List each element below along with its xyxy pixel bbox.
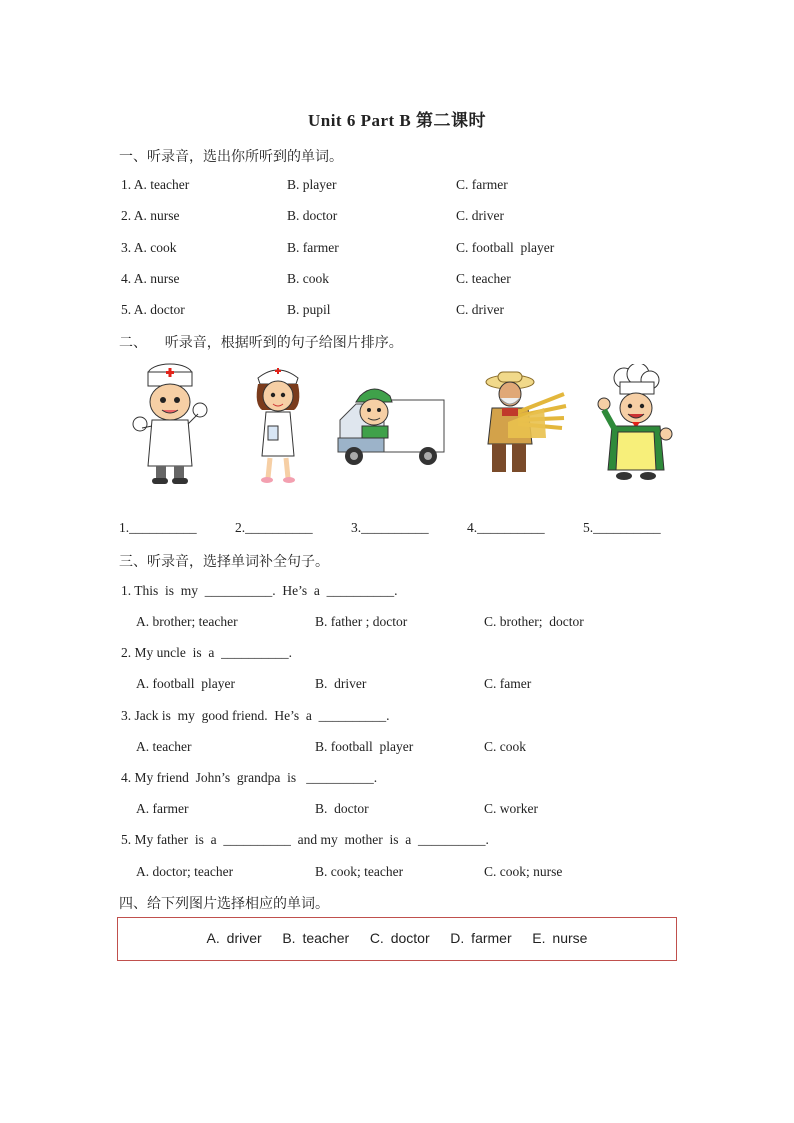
word-bank-box	[117, 917, 677, 961]
option-a: A. teacher	[136, 739, 192, 754]
word-bank: A. driver B. teacher C. doctor D. farmer E. nurse	[206, 930, 588, 946]
option-c: C. worker	[484, 801, 538, 816]
blank-1[interactable]: 1.__________	[119, 520, 197, 535]
option-a: A. football player	[136, 676, 235, 691]
s3-question	[121, 583, 681, 601]
option-c: C. farmer	[456, 177, 508, 192]
section4-heading: 四、给下列图片选择相应的单词。	[119, 896, 329, 912]
section3-heading: 三、听录音，选择单词补全句子。	[119, 554, 329, 570]
option-a: A. doctor; teacher	[136, 864, 234, 879]
blank-3[interactable]: 3.__________	[351, 520, 429, 535]
option-c: C. cook; nurse	[484, 864, 563, 879]
cook-picture	[594, 364, 674, 484]
picture-order-blanks	[0, 520, 794, 538]
option-a: 3. A. cook	[121, 240, 177, 255]
option-c: C. football player	[456, 240, 555, 255]
blank-5[interactable]: 5.__________	[583, 520, 661, 535]
section2-heading: 二、 听录音，根据听到的句子给图片排序。	[119, 335, 403, 351]
s3-question	[121, 645, 681, 663]
option-c: C. cook	[484, 739, 526, 754]
option-b: B. driver	[315, 676, 367, 691]
option-b: B. doctor	[315, 801, 369, 816]
option-b: B. doctor	[287, 208, 338, 223]
blank-2[interactable]: 2.__________	[235, 520, 313, 535]
nurse-picture	[248, 364, 308, 486]
option-b: B. football player	[315, 739, 414, 754]
option-b: B. cook	[287, 271, 329, 286]
option-a: A. farmer	[136, 801, 189, 816]
option-a: 5. A. doctor	[121, 302, 185, 317]
option-a: 1. A. teacher	[121, 177, 190, 192]
option-b: B. player	[287, 177, 337, 192]
blank-4[interactable]: 4.__________	[467, 520, 545, 535]
page-title: Unit 6 Part B 第二课时	[307, 111, 487, 130]
option-c: C. brother; doctor	[484, 614, 584, 629]
doctor-picture	[130, 362, 210, 488]
driver-picture	[336, 384, 448, 470]
option-b: B. farmer	[287, 240, 339, 255]
s3-question	[121, 770, 681, 788]
s3-question	[121, 708, 681, 726]
option-a: 2. A. nurse	[121, 208, 180, 223]
option-a: 4. A. nurse	[121, 271, 180, 286]
option-c: C. driver	[456, 302, 504, 317]
option-b: B. cook; teacher	[315, 864, 404, 879]
question-text: 5. My father is a __________ and my mother is a __________.	[121, 832, 489, 847]
option-a: A. brother; teacher	[136, 614, 238, 629]
option-b: B. pupil	[287, 302, 331, 317]
option-c: C. teacher	[456, 271, 511, 286]
question-text: 3. Jack is my good friend. He’s a __________.	[121, 708, 390, 723]
question-text: 2. My uncle is a __________.	[121, 645, 292, 660]
s3-question	[121, 832, 681, 850]
option-c: C. driver	[456, 208, 504, 223]
question-text: 4. My friend John’s grandpa is __________.	[121, 770, 378, 785]
option-b: B. father ; doctor	[315, 614, 408, 629]
section1-heading: 一、听录音，选出你所听到的单词。	[119, 149, 343, 165]
question-text: 1. This is my __________. He’s a __________.	[121, 583, 398, 598]
farmer-picture	[478, 368, 568, 476]
option-c: C. famer	[484, 676, 532, 691]
